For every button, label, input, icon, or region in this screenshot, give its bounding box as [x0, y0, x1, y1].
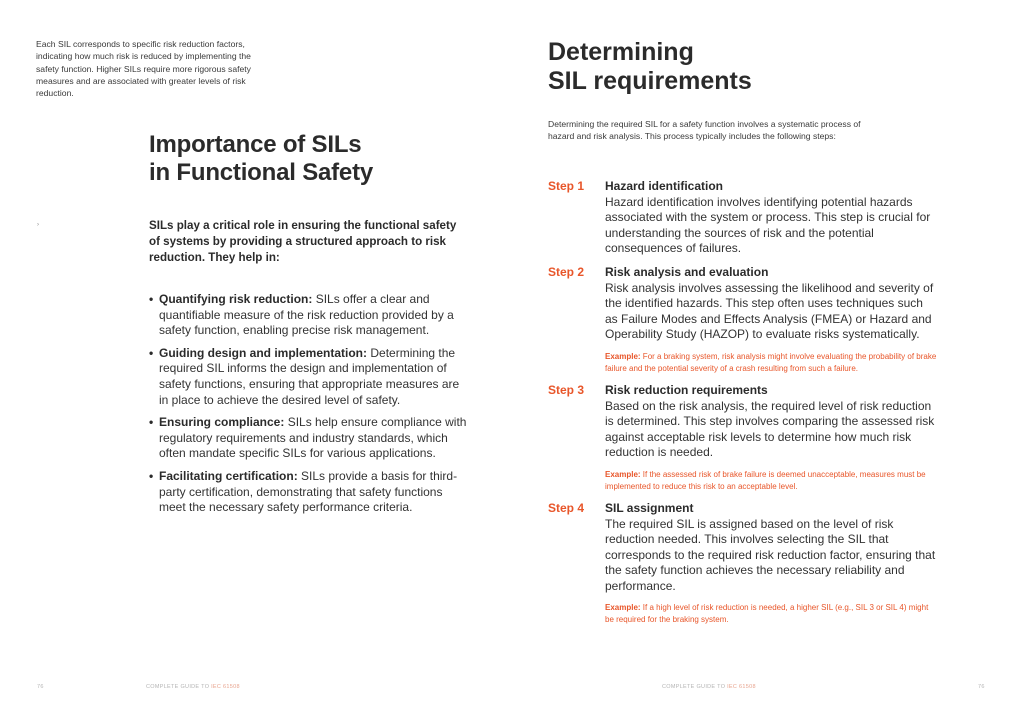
bullet-text: SILs provide a basis for third-party certification, demonstrating that safety functions meet the necessary safety performance criteria. — [159, 468, 458, 515]
step-body: The required SIL is assigned based on the level of risk reduction needed. This involves selecting the SIL that corresponds to the required risk reduction factor, ensuring that the safety function achieves the necessary reliability and performance. — [605, 516, 936, 593]
step-label: Step 3 — [548, 382, 585, 397]
example-text: For a braking system, risk analysis might involve evaluating the probability of brake failure and the potential severity of a crash resulting from such a failure. — [605, 351, 937, 373]
list-item — [149, 469, 469, 516]
bullet-icon: • — [149, 345, 154, 360]
bullet-icon: • — [149, 292, 154, 306]
step-label: Step 2 — [548, 264, 585, 279]
bullet-icon: • — [149, 468, 154, 483]
right-intro-paragraph: Determining the required SIL for a safety function involves a systematic process of hazard and risk analysis. This process typically includes the following steps: — [548, 119, 861, 142]
example-label: Example: — [605, 603, 641, 613]
step-title: Risk analysis and evaluation — [605, 264, 769, 279]
bullet-term: Ensuring compliance: — [159, 415, 285, 430]
step-example — [605, 351, 938, 375]
left-title-line-1: Importance of SILs — [149, 131, 362, 158]
footer-guide-text: COMPLETE GUIDE TO — [662, 684, 726, 690]
list-item — [149, 346, 469, 408]
example-label: Example: — [605, 469, 641, 479]
left-page-number: 76 — [37, 684, 44, 690]
bullet-term: Facilitating certification: — [159, 468, 298, 483]
bullet-text: Determining the required SIL informs the design and implementation of safety functions, ensuring that appropriate measures are in place to achieve the desired level of safety. — [159, 345, 460, 407]
benefits-list — [149, 292, 469, 523]
left-intro-paragraph: Each SIL corresponds to specific risk reduction factors, indicating how much risk is reduced by implementing the safety function. Higher SILs require more rigorous safety measures and are associated with greater levels of risk reduction. — [36, 39, 251, 99]
step-2 — [548, 265, 938, 375]
right-page-number: 76 — [978, 684, 985, 690]
right-footer-guide — [662, 684, 756, 690]
step-label: Step 1 — [548, 179, 585, 193]
step-body: Based on the risk analysis, the required level of risk reduction is determined. This step involves comparing the assessed risk against acceptable risk levels to determine how much risk reduction is needed. — [605, 398, 935, 460]
left-footer-guide — [146, 684, 240, 690]
footer-guide-text: COMPLETE GUIDE TO — [146, 684, 210, 690]
step-title: Hazard identification — [605, 179, 724, 193]
step-example — [605, 469, 938, 493]
step-body: Hazard identification involves identifying potential hazards associated with the system or process. This step is crucial for understanding the sources of risk and the potential consequences of failures. — [605, 194, 931, 256]
steps-list — [548, 179, 938, 634]
right-page-title — [548, 38, 888, 96]
bullet-text: SILs offer a clear and quantifiable measure of the risk reduction provided by a safety function, enabling precise risk management. — [159, 292, 454, 338]
step-1 — [548, 179, 938, 257]
list-item — [149, 415, 469, 462]
step-example — [605, 602, 938, 626]
step-body: Risk analysis involves assessing the likelihood and severity of the identified hazards. This step often uses techniques such as Failure Modes and Effects Analysis (FMEA) or Hazard and Operability Study (HAZOP) to evaluate risks systematically. — [605, 280, 934, 342]
step-title: Risk reduction requirements — [605, 382, 768, 397]
footer-standard-text: IEC 61508 — [211, 684, 240, 690]
left-title-line-2: in Functional Safety — [149, 159, 374, 186]
bullet-term: Quantifying risk reduction: — [159, 292, 313, 306]
left-lead-paragraph: SILs play a critical role in ensuring the functional safety of systems by providing a structured approach to risk reduction. They help in: — [149, 219, 457, 264]
footer-standard-text: IEC 61508 — [727, 684, 756, 690]
example-label: Example: — [605, 351, 641, 361]
right-title-line-1: Determining — [548, 38, 694, 66]
example-text: If a high level of risk reduction is needed, a higher SIL (e.g., SIL 3 or SIL 4) might be required for the braking system. — [605, 603, 929, 625]
bullet-icon: • — [149, 415, 154, 430]
step-4 — [548, 501, 938, 627]
right-title-line-2: SIL requirements — [548, 67, 752, 95]
step-title: SIL assignment — [605, 500, 694, 515]
list-item — [149, 292, 469, 339]
step-label: Step 4 — [548, 500, 585, 515]
example-text: If the assessed risk of brake failure is deemed unacceptable, measures must be implemented to reduce this risk to an acceptable level. — [605, 469, 926, 491]
step-3 — [548, 383, 938, 493]
bullet-text: SILs help ensure compliance with regulatory requirements and industry standards, which often mandate specific SILs for various applications. — [159, 415, 467, 461]
margin-marker: › — [37, 222, 39, 228]
bullet-term: Guiding design and implementation: — [159, 345, 368, 360]
left-page-title — [149, 131, 479, 187]
